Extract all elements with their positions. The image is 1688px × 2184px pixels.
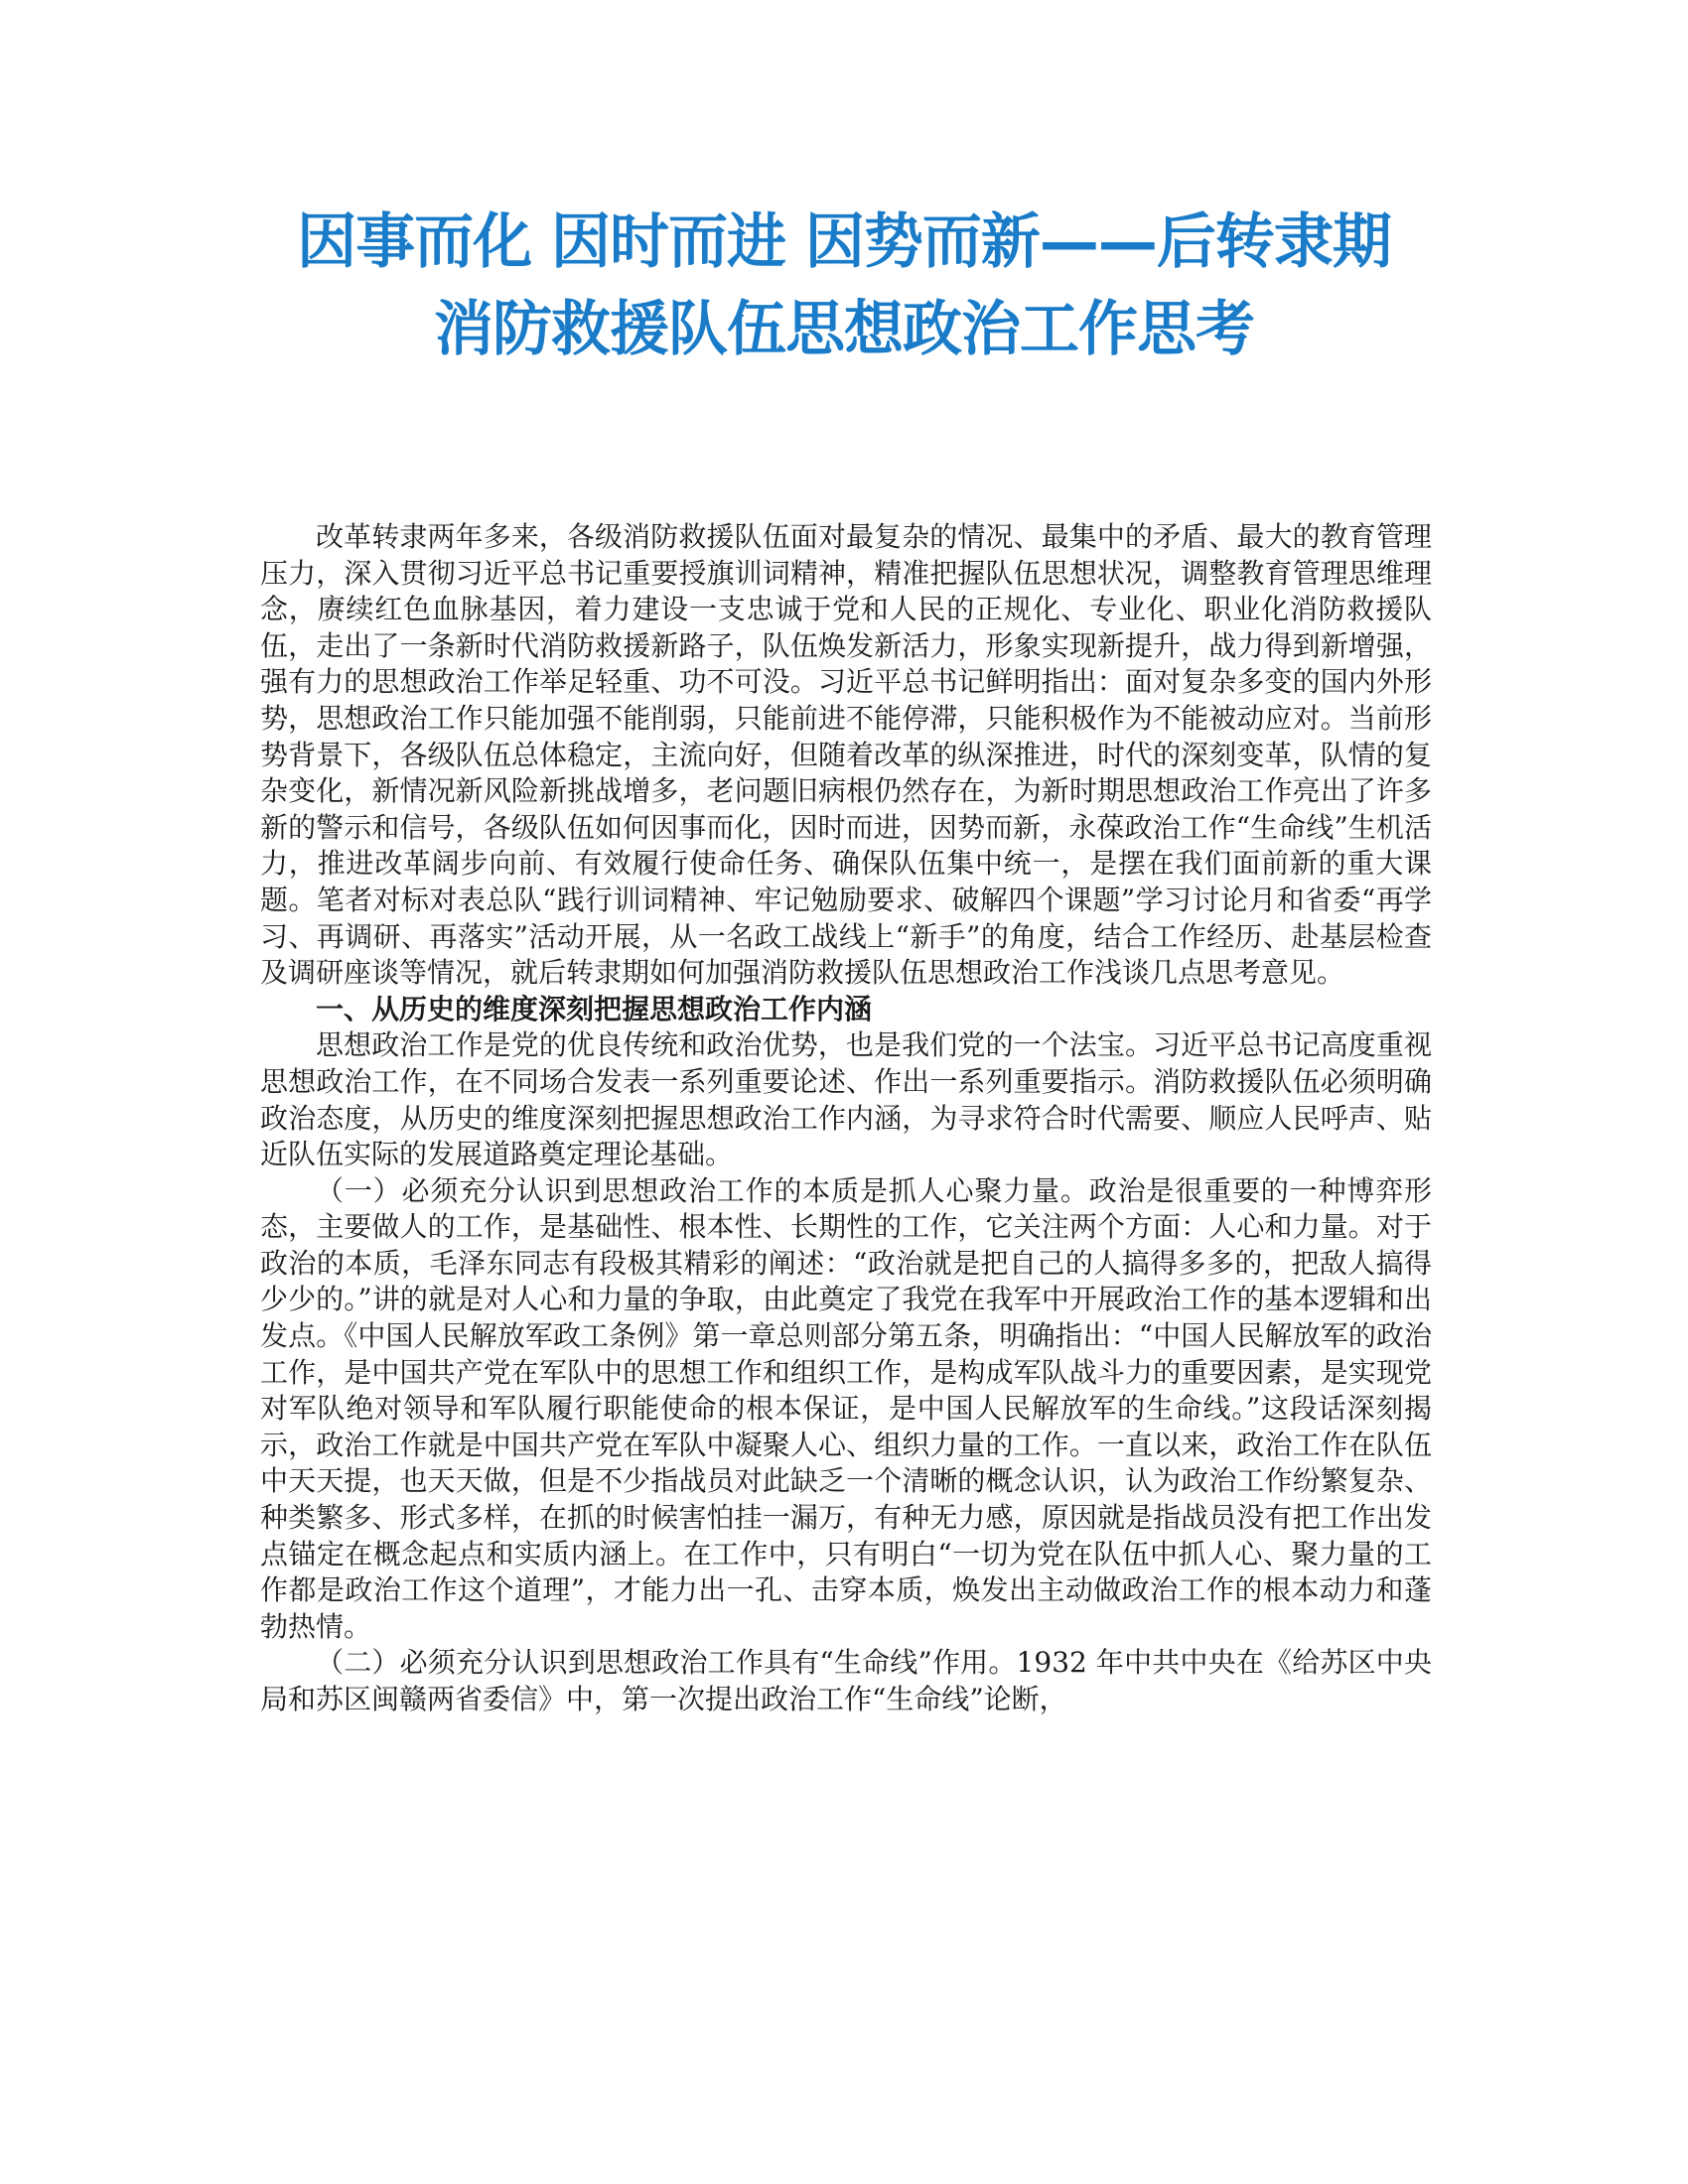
section-1-paragraph: 思想政治工作是党的优良传统和政治优势，也是我们党的一个法宝。习近平总书记高度重视思想政治工作，在不同场合发表一系列重要论述、作出一系列重要指示。消防救援队伍必须明确政治态度，从历史的维度深刻把握思想政治工作内涵，为寻求符合时代需要、顺应人民呼声、贴近队伍实际的发展道路奠定理论基础。 xyxy=(260,1028,1432,1171)
title-line-1: 因事而化 因时而进 因势而新——后转隶期 xyxy=(297,207,1391,277)
subsection-1-paragraph: （一）必须充分认识到思想政治工作的本质是抓人心聚力量。政治是很重要的一种博弈形态，主要做人的工作，是基础性、根本性、长期性的工作，它关注两个方面：人心和力量。对于政治的本质，毛泽东同志有段极其精彩的阐述：“政治就是把自己的人搞得多多的，把敌人搞得少少的。”讲的就是对人心和力量的争取，由此奠定了我党在我军中开展政治工作的基本逻辑和出发点。《中国人民解放军政工条例》第一章总则部分第五条，明确指出：“中国人民解放军的政治工作，是中国共产党在军队中的思想工作和组织工作，是构成军队战斗力的重要因素，是实现党对军队绝对领导和军队履行职能使命的根本保证，是中国人民解放军的生命线。”这段话深刻揭示，政治工作就是中国共产党在军队中凝聚人心、组织力量的工作。一直以来，政治工作在队伍中天天提，也天天做，但是不少指战员对此缺乏一个清晰的概念认识，认为政治工作纷繁复杂、种类繁多、形式多样，在抓的时候害怕挂一漏万，有种无力感，原因就是指战员没有把工作出发点锚定在概念起点和实质内涵上。在工作中，只有明白“一切为党在队伍中抓人心、聚力量的工作都是政治工作这个道理”，才能力出一孔、击穿本质，焕发出主动做政治工作的根本动力和蓬勃热情。 xyxy=(260,1173,1432,1643)
subsection-2-paragraph: （二）必须充分认识到思想政治工作具有“生命线”作用。1932 年中共中央在《给苏区中央局和苏区闽赣两省委信》中，第一次提出政治工作“生命线”论断， xyxy=(260,1646,1432,1715)
document-body xyxy=(260,519,1432,1718)
title-line-2: 消防救援队伍思想政治工作思考 xyxy=(434,295,1254,364)
section-heading-1: 一、从历史的维度深刻把握思想政治工作内涵 xyxy=(316,992,873,1025)
intro-paragraph: 改革转隶两年多来，各级消防救援队伍面对最复杂的情况、最集中的矛盾、最大的教育管理压力，深入贯彻习近平总书记重要授旗训词精神，精准把握队伍思想状况，调整教育管理思维理念，赓续红色血脉基因，着力建设一支忠诚于党和人民的正规化、专业化、职业化消防救援队伍，走出了一条新时代消防救援新路子，队伍焕发新活力，形象实现新提升，战力得到新增强，强有力的思想政治工作举足轻重、功不可没。习近平总书记鲜明指出：面对复杂多变的国内外形势，思想政治工作只能加强不能削弱，只能前进不能停滞，只能积极作为不能被动应对。当前形势背景下，各级队伍总体稳定，主流向好，但随着改革的纵深推进，时代的深刻变革，队情的复杂变化，新情况新风险新挑战增多，老问题旧病根仍然存在，为新时期思想政治工作亮出了许多新的警示和信号，各级队伍如何因事而化，因时而进，因势而新，永葆政治工作“生命线”生机活力，推进改革阔步向前、有效履行使命任务、确保队伍集中统一，是摆在我们面前新的重大课题。笔者对标对表总队“践行训词精神、牢记勉励要求、破解四个课题”学习讨论月和省委“再学习、再调研、再落实”活动开展，从一名政工战线上“新手”的角度，结合工作经历、赴基层检查及调研座谈等情况，就后转隶期如何加强消防救援队伍思想政治工作浅谈几点思考意见。 xyxy=(260,520,1432,990)
document-title xyxy=(149,199,1539,373)
